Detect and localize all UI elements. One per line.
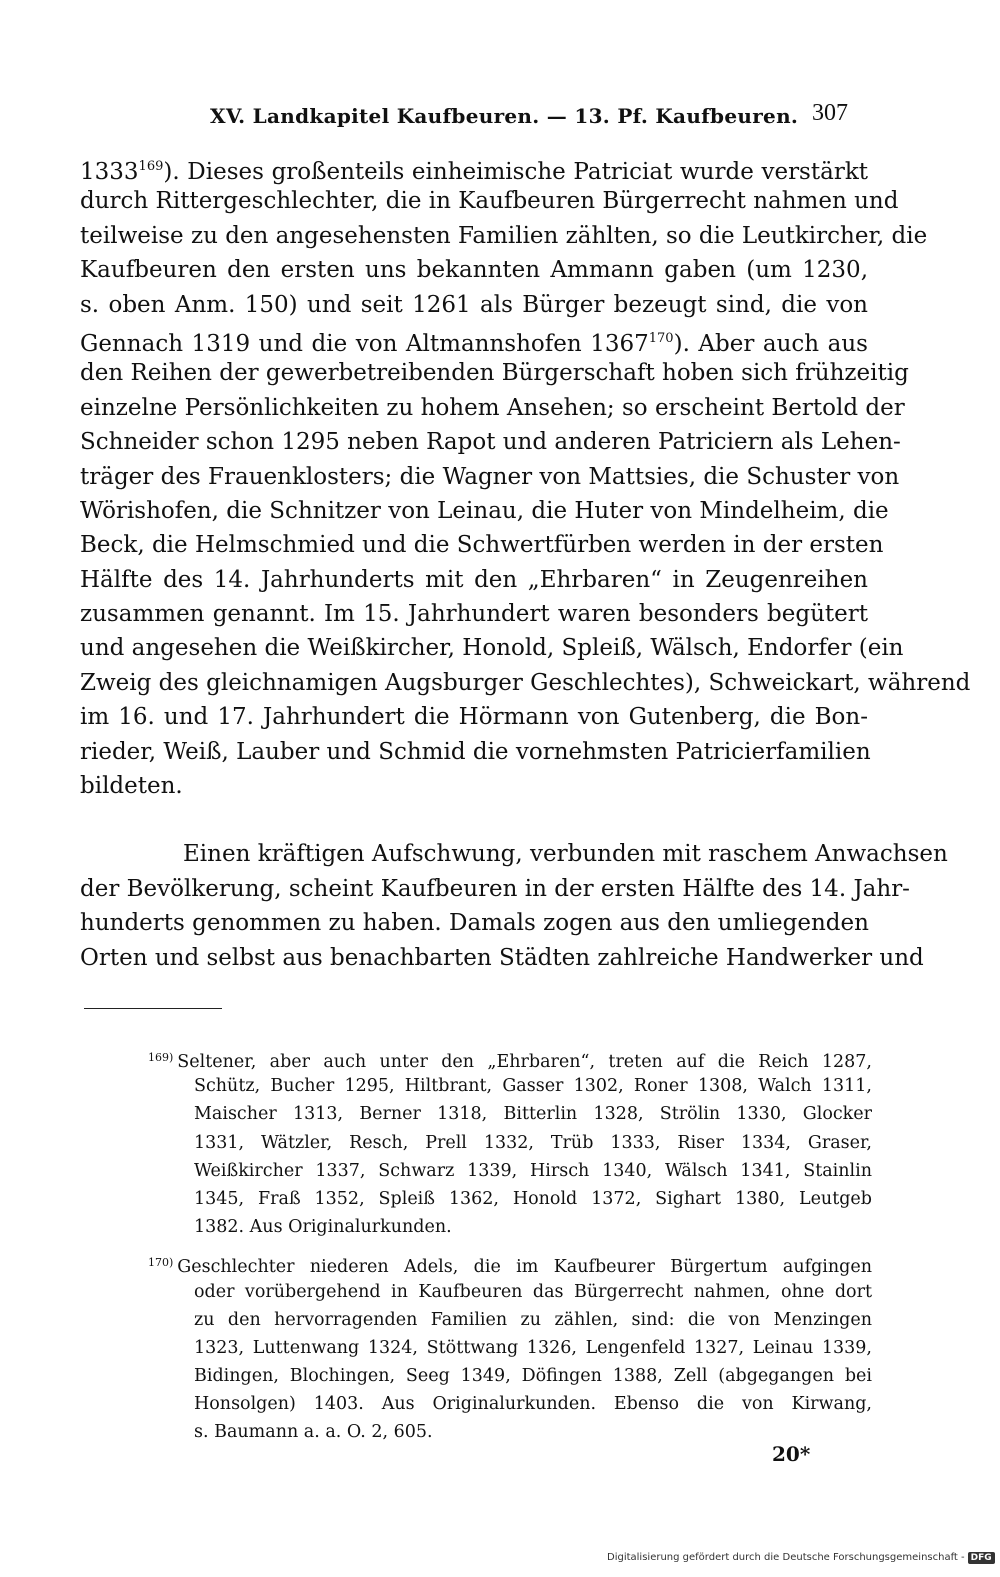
running-head: XV. Landkapitel Kaufbeuren. — 13. Pf. Kaufbeuren. xyxy=(210,104,799,128)
paragraph-2 xyxy=(80,837,948,975)
digitization-credit xyxy=(607,1552,995,1564)
text-line: Gennach 1319 und die von Altmannshofen 1367$^{170}$). Aber auch aus xyxy=(80,330,868,357)
text-line: hunderts genommen zu haben. Damals zogen aus den umliegenden xyxy=(80,910,869,937)
text-line: Einen kräftigen Aufschwung, verbunden mit raschem Anwachsen xyxy=(183,841,948,868)
footnote-line: Schütz, Bucher 1295, Hiltbrant, Gasser 1302, Roner 1308, Walch 1311, xyxy=(194,1076,872,1097)
footnote-169 xyxy=(148,1044,872,1241)
text-line: einzelne Persönlichkeiten zu hohem Ansehen; so erscheint Bertold der xyxy=(80,394,905,421)
footnote-reference[interactable]: 169 xyxy=(138,159,164,174)
paragraph-gap xyxy=(80,803,868,837)
text-line: s. oben Anm. 150) und seit 1261 als Bürger bezeugt sind, die von xyxy=(80,291,868,318)
text-line: 1333$^{169}$). Dieses großenteils einheimische Patriciat wurde verstärkt xyxy=(80,159,868,185)
footnote-separator xyxy=(84,1008,222,1009)
text-line: teilweise zu den angesehensten Familien zählten, so die Leutkircher, die xyxy=(80,222,928,249)
text-line: im 16. und 17. Jahrhundert die Hörmann von Gutenberg, die Bon- xyxy=(80,704,868,731)
footnote-line: oder vorübergehend in Kaufbeuren das Bürgerrecht nahmen, ohne dort xyxy=(194,1281,872,1302)
text-line: Wörishofen, die Schnitzer von Leinau, die Huter von Mindelheim, die xyxy=(80,497,889,524)
footnote-line: s. Baumann a. a. O. 2, 605. xyxy=(194,1422,433,1443)
text-line: rieder, Weiß, Lauber und Schmid die vornehmsten Patricierfamilien xyxy=(80,738,871,765)
footnote-gap xyxy=(148,1241,872,1249)
footnote-line: $^{169)}$ Seltener, aber auch unter den „Ehrbaren“, treten auf die Reich 1287, xyxy=(148,1051,872,1072)
footnote-line: Weißkircher 1337, Schwarz 1339, Hirsch 1340, Wälsch 1341, Stainlin xyxy=(194,1160,872,1181)
text-line: der Bevölkerung, scheint Kaufbeuren in der ersten Hälfte des 14. Jahr- xyxy=(80,875,910,902)
footnote-line: 1323, Luttenwang 1324, Stöttwang 1326, Lengenfeld 1327, Leinau 1339, xyxy=(194,1337,872,1358)
body-text xyxy=(80,150,971,975)
footnote-line: zu den hervorragenden Familien zu zählen, sind: die von Menzingen xyxy=(194,1309,872,1330)
footnote-line: 1331, Wätzler, Resch, Prell 1332, Trüb 1333, Riser 1334, Graser, xyxy=(194,1132,872,1153)
footnote-line: 1382. Aus Originalurkunden. xyxy=(194,1217,452,1238)
text-line: Orten und selbst aus benachbarten Städten zahlreiche Handwerker und xyxy=(80,944,924,971)
footnote-line: Maischer 1313, Berner 1318, Bitterlin 1328, Strölin 1330, Glocker xyxy=(194,1104,872,1125)
credit-text: Digitalisierung gefördert durch die Deutsche Forschungsgemeinschaft - xyxy=(607,1552,965,1563)
footnote-170 xyxy=(148,1249,872,1446)
footnote-line: Honsolgen) 1403. Aus Originalurkunden. Ebenso die von Kirwang, xyxy=(194,1394,872,1415)
footnote-marker: 169) xyxy=(148,1051,174,1064)
text-line: durch Rittergeschlechter, die in Kaufbeuren Bürgerrecht nahmen und xyxy=(80,188,899,215)
footnote-line: Bidingen, Blochingen, Seeg 1349, Döfingen 1388, Zell (abgegangen bei xyxy=(194,1366,872,1387)
signature-mark: 20* xyxy=(772,1442,811,1466)
text-line: zusammen genannt. Im 15. Jahrhundert waren besonders begütert xyxy=(80,601,868,628)
footnote-line: $^{170)}$ Geschlechter niederen Adels, die im Kaufbeurer Bürgertum aufgingen xyxy=(148,1256,872,1278)
text-line: den Reihen der gewerbetreibenden Bürgerschaft hoben sich frühzeitig xyxy=(80,360,909,387)
text-line: Zweig des gleichnamigen Augsburger Geschlechtes), Schweickart, während xyxy=(80,669,971,696)
text-line: Kaufbeuren den ersten uns bekannten Ammann gaben (um 1230, xyxy=(80,257,868,284)
footnotes xyxy=(148,1044,872,1447)
text-line: Beck, die Helmschmied und die Schwertfürben werden in der ersten xyxy=(80,532,884,559)
text-line: Hälfte des 14. Jahrhunderts mit den „Ehrbaren“ in Zeugenreihen xyxy=(80,566,868,593)
text-line: träger des Frauenklosters; die Wagner von Mattsies, die Schuster von xyxy=(80,463,900,490)
footnote-marker: 170) xyxy=(148,1256,174,1270)
dfg-logo: DFG xyxy=(968,1552,995,1564)
page-number: 307 xyxy=(812,100,848,126)
text-line: Schneider schon 1295 neben Rapot und anderen Patriciern als Lehen- xyxy=(80,429,901,456)
paragraph-1 xyxy=(80,150,971,803)
text-line: und angesehen die Weißkircher, Honold, Spleiß, Wälsch, Endorfer (ein xyxy=(80,635,904,662)
footnote-reference[interactable]: 170 xyxy=(648,330,674,346)
footnote-line: 1345, Fraß 1352, Spleiß 1362, Honold 1372, Sighart 1380, Leutgeb xyxy=(194,1188,872,1209)
text-line: bildeten. xyxy=(80,773,183,800)
